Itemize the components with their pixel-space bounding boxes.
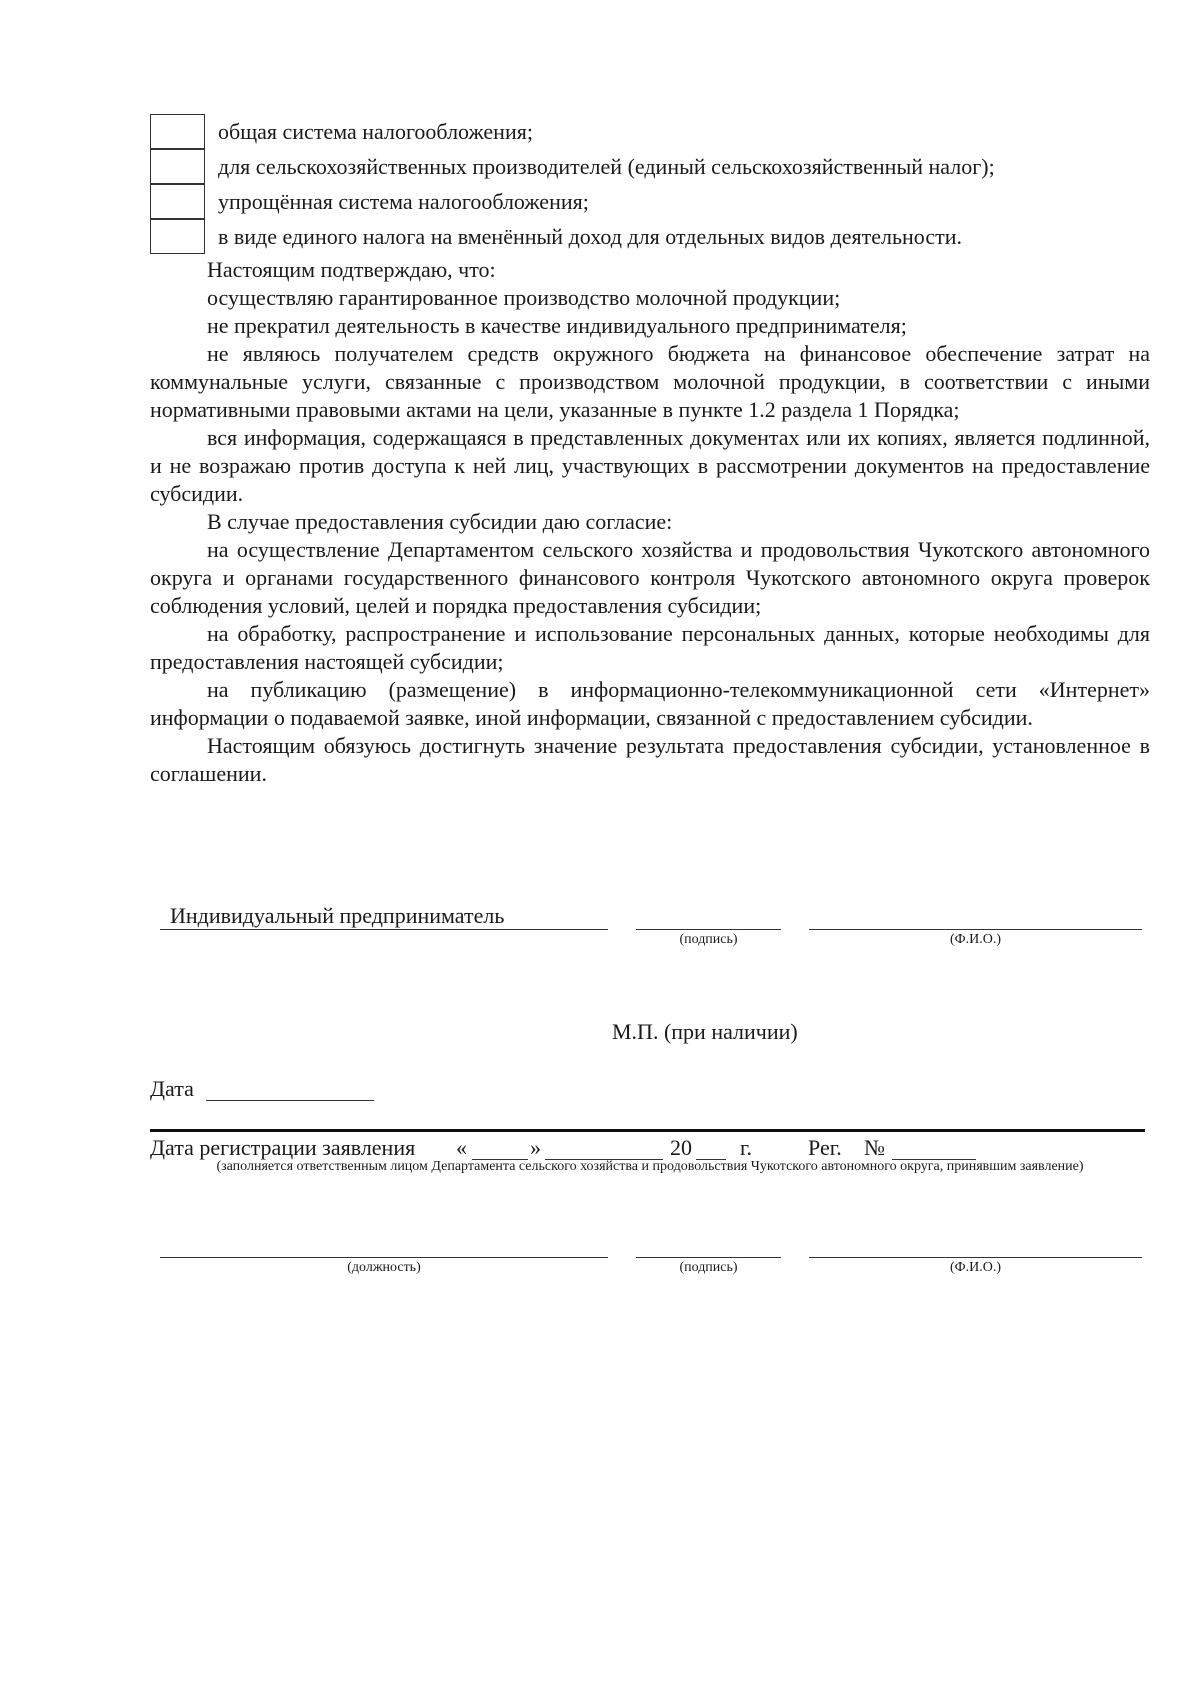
- registration-note: (заполняется ответственным лицом Департамента сельского хозяйства и продовольствия Чукотского автономного округа, принявшим заявление): [216, 1159, 1084, 1174]
- declaration-text: [150, 256, 1150, 788]
- consent-publication: на публикацию (размещение) в информационно-телекоммуникационной сети «Интернет» информации о подаваемой заявке, иной информации, связанной с предоставлением субсидии.: [150, 677, 1150, 730]
- official-position-line[interactable]: [160, 1257, 608, 1258]
- consent-personal-data: на обработку, распространение и использование персональных данных, которые необходимы для предоставления настоящей субсидии;: [150, 621, 1150, 674]
- tax-option-imputed: [150, 219, 1150, 254]
- confirm-production: осуществляю гарантированное производство молочной продукции;: [207, 285, 841, 310]
- date-label: Дата: [150, 1076, 194, 1101]
- tax-option-agricultural: [150, 149, 1150, 184]
- stamp-label: М.П. (при наличии): [612, 1019, 798, 1044]
- registration-number-sign: №: [864, 1135, 885, 1160]
- registration-open-quote: «: [456, 1135, 467, 1160]
- tax-option-imputed-checkbox[interactable]: [150, 219, 205, 254]
- official-signature-caption: (подпись): [679, 1260, 738, 1275]
- confirm-intro: Настоящим подтверждаю, что:: [207, 257, 496, 282]
- official-signature-line[interactable]: [636, 1257, 781, 1258]
- confirm-activity: не прекратил деятельность в качестве индивидуального предпринимателя;: [207, 313, 907, 338]
- tax-option-agricultural-label: для сельскохозяйственных производителей (единый сельскохозяйственный налог);: [218, 154, 995, 179]
- tax-option-imputed-label: в виде единого налога на вменённый доход для отдельных видов деятельности.: [218, 224, 962, 249]
- tax-option-simplified-checkbox[interactable]: [150, 184, 205, 219]
- applicant-role-line: [160, 929, 608, 930]
- applicant-role: Индивидуальный предприниматель: [170, 903, 505, 928]
- applicant-fio-line[interactable]: [809, 929, 1142, 930]
- confirm-not-recipient: не являюсь получателем средств окружного бюджета на финансовое обеспечение затрат на коммунальные услуги, связанные с производством молочной продукции, в соответствии с иными нормативными правовыми актами на цели, указанные в пункте 1.2 раздела 1 Порядка;: [150, 341, 1150, 422]
- registration-year-prefix: 20: [670, 1135, 692, 1160]
- tax-option-general-label: общая система налогообложения;: [218, 119, 533, 144]
- consent-intro: В случае предоставления субсидии даю согласие:: [207, 509, 673, 534]
- registration-reg-label: Рег.: [808, 1135, 842, 1160]
- registration-year-suffix: г.: [740, 1135, 753, 1160]
- official-fio-caption: (Ф.И.О.): [949, 1260, 1002, 1275]
- obligation-result: Настоящим обязуюсь достигнуть значение результата предоставления субсидии, установленное в соглашении.: [150, 733, 1150, 786]
- tax-option-agricultural-checkbox[interactable]: [150, 149, 205, 184]
- tax-option-general: [150, 114, 1150, 149]
- registration-close-quote: »: [530, 1135, 541, 1160]
- tax-option-simplified: [150, 184, 1150, 219]
- official-fio-line[interactable]: [809, 1257, 1142, 1258]
- registration-label: Дата регистрации заявления: [150, 1135, 416, 1160]
- applicant-signature-caption: (подпись): [679, 932, 738, 947]
- date-field-line[interactable]: [206, 1100, 374, 1101]
- section-divider: [150, 1129, 1145, 1132]
- consent-inspection: на осуществление Департаментом сельского хозяйства и продовольствия Чукотского автономного округа и органами государственного финансового контроля Чукотского автономного округа проверок соблюдения условий, целей и порядка предоставления субсидии;: [150, 537, 1150, 618]
- tax-option-simplified-label: упрощённая система налогообложения;: [218, 189, 589, 214]
- confirm-authentic: вся информация, содержащаяся в представленных документах или их копиях, является подлинной, и не возражаю против доступа к ней лиц, участвующих в рассмотрении документов на предоставление субсидии.: [150, 425, 1150, 506]
- official-position-caption: (должность): [347, 1260, 421, 1275]
- applicant-signature-line[interactable]: [636, 929, 781, 930]
- tax-option-general-checkbox[interactable]: [150, 114, 205, 149]
- applicant-fio-caption: (Ф.И.О.): [949, 932, 1002, 947]
